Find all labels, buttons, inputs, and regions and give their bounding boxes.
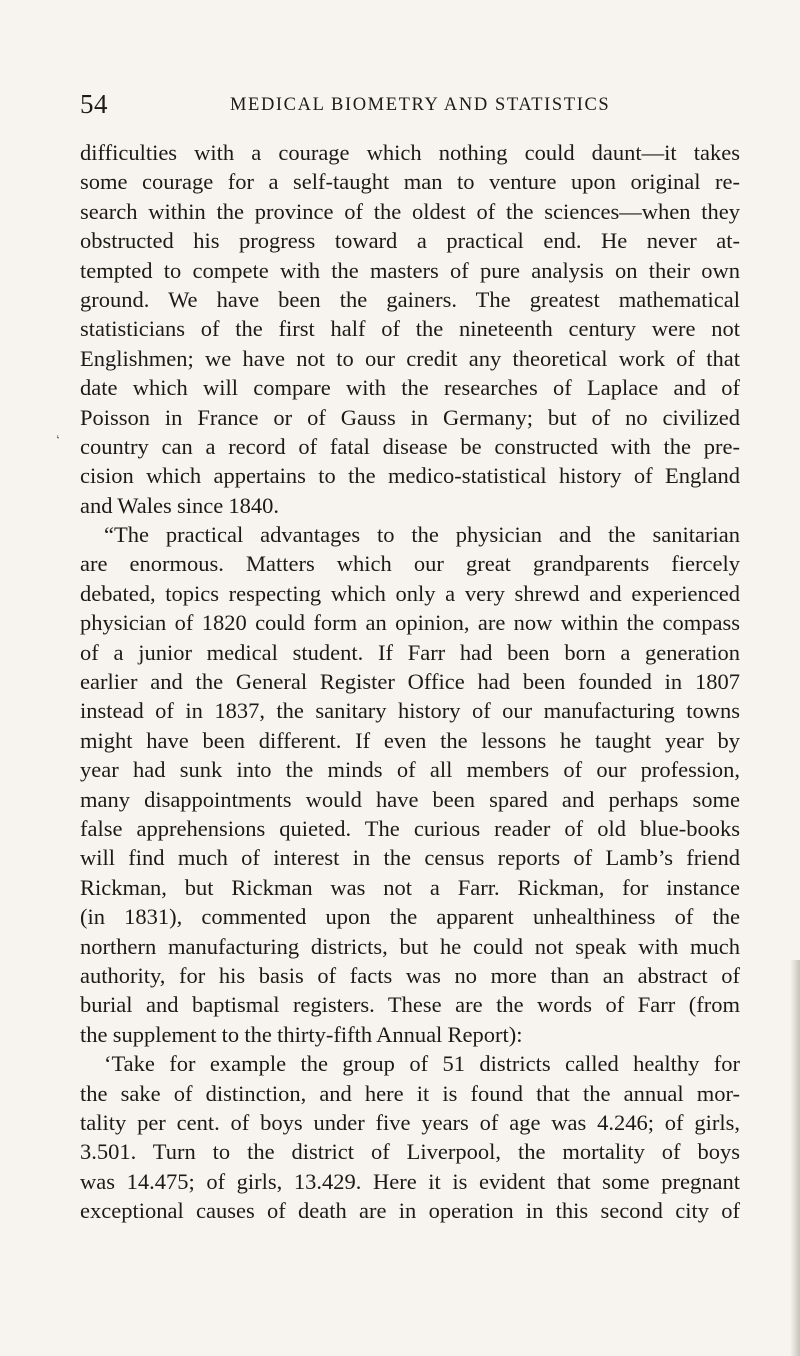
- text-line: might have been different. If even the lessons he taught year by: [80, 727, 740, 753]
- text-line: some courage for a self-taught man to venture upon original re-: [80, 169, 740, 195]
- text-line: authority, for his basis of facts was no more than an abstract of: [80, 962, 740, 988]
- stray-print-mark: ‘: [54, 432, 64, 449]
- text-line: “The practical advantages to the physician and the sanitarian: [104, 522, 740, 548]
- text-line: and Wales since 1840.: [80, 492, 280, 518]
- text-line: tempted to compete with the masters of pure analysis on their own: [80, 257, 740, 283]
- text-line: false apprehensions quieted. The curious reader of old blue-books: [80, 815, 740, 841]
- text-line: year had sunk into the minds of all members of our profession,: [80, 757, 740, 783]
- text-line: the supplement to the thirty-fifth Annual Report):: [80, 1021, 523, 1047]
- text-line: date which will compare with the researches of Laplace and of: [80, 375, 740, 401]
- text-line: exceptional causes of death are in operation in this second city of: [80, 1198, 740, 1224]
- page-edge-shadow: [790, 960, 800, 1356]
- text-line: cision which appertains to the medico-statistical history of England: [80, 463, 740, 489]
- text-line: ground. We have been the gainers. The greatest mathematical: [80, 286, 740, 312]
- text-line: search within the province of the oldest of the sciences—when they: [80, 198, 740, 224]
- text-line: many disappointments would have been spared and perhaps some: [80, 786, 740, 812]
- text-line: Englishmen; we have not to our credit any theoretical work of that: [80, 345, 740, 371]
- text-line: ‘Take for example the group of 51 districts called healthy for: [104, 1051, 740, 1077]
- text-line: Rickman, but Rickman was not a Farr. Rickman, for instance: [80, 874, 740, 900]
- text-line: northern manufacturing districts, but he could not speak with much: [80, 933, 740, 959]
- text-line: will find much of interest in the census reports of Lamb’s friend: [80, 845, 740, 871]
- text-line: are enormous. Matters which our great grandparents fiercely: [80, 551, 740, 577]
- text-line: was 14.475; of girls, 13.429. Here it is evident that some pregnant: [80, 1168, 740, 1194]
- text-line: physician of 1820 could form an opinion, are now within the compass: [80, 610, 740, 636]
- text-line: country can a record of fatal disease be constructed with the pre-: [80, 433, 740, 459]
- page-number: 54: [80, 89, 108, 119]
- text-line: statisticians of the first half of the nineteenth century were not: [80, 316, 740, 342]
- text-line: burial and baptismal registers. These are the words of Farr (from: [80, 992, 740, 1018]
- text-line: debated, topics respecting which only a very shrewd and experienced: [80, 580, 740, 606]
- text-line: obstructed his progress toward a practical end. He never at-: [80, 228, 740, 254]
- body-text: [80, 138, 740, 1225]
- running-title: MEDICAL BIOMETRY AND STATISTICS: [230, 95, 611, 115]
- text-line: of a junior medical student. If Farr had been born a generation: [80, 639, 740, 665]
- text-line: (in 1831), commented upon the apparent unhealthiness of the: [80, 904, 740, 930]
- text-line: Poisson in France or of Gauss in Germany; but of no civilized: [80, 404, 740, 430]
- text-line: tality per cent. of boys under five years of age was 4.246; of girls,: [80, 1109, 740, 1135]
- text-line: difficulties with a courage which nothing could daunt—it takes: [80, 140, 740, 165]
- text-line: 3.501. Turn to the district of Liverpool, the mortality of boys: [80, 1139, 740, 1165]
- running-header: [80, 88, 740, 120]
- text-line: instead of in 1837, the sanitary history of our manufacturing towns: [80, 698, 740, 724]
- text-line: earlier and the General Register Office had been founded in 1807: [80, 669, 740, 695]
- text-line: the sake of distinction, and here it is found that the annual mor-: [80, 1080, 740, 1106]
